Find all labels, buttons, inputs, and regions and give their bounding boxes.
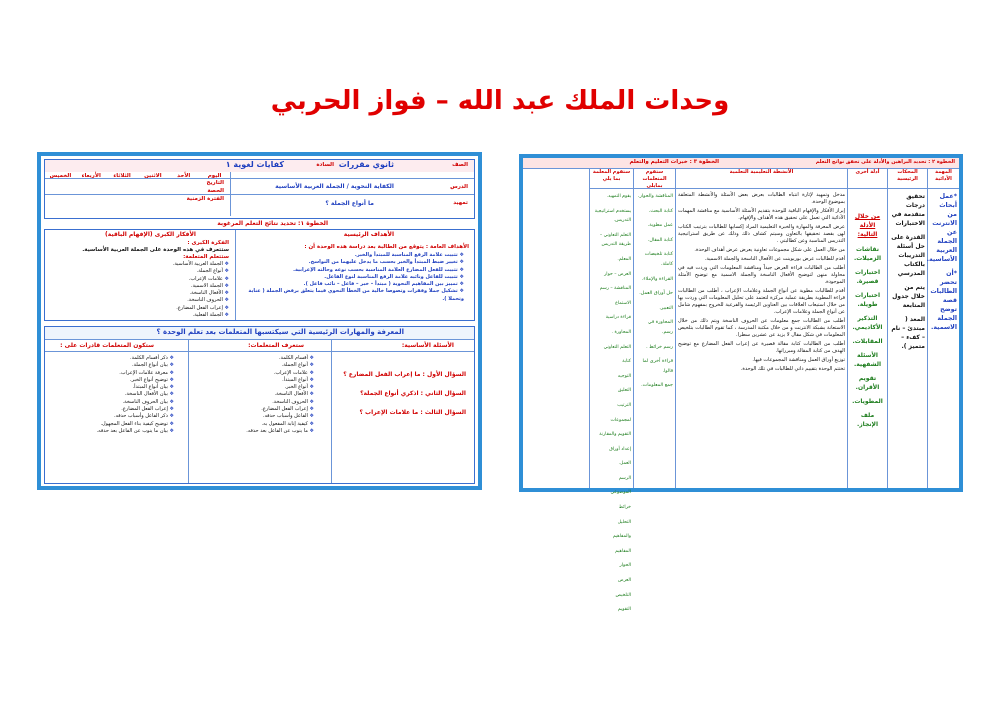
know-item: ❖ أقسام الكلمة. (204, 355, 314, 362)
column-entry: ملف الإنجاز. (856, 412, 879, 428)
column-body (850, 192, 885, 486)
goal-item: ❖ تشكيل جملا وفقرات وتصوصا خالية من الخطأ النحوي فيما يتعلق برفض الجملة ( عناية وتحملا ). (236, 288, 464, 303)
column-header: الأنشطة التعليمية التعلمية (729, 169, 794, 175)
column-entry: أقدم للطالبات عرض بوربوينت عن الأفعال الناسخة والجملة الاسمية. (704, 256, 845, 262)
column-entry: الرسم (618, 475, 631, 481)
column-entry: المناقشة والحوار. (637, 194, 673, 199)
able-list (54, 355, 174, 435)
able-item: ❖ توضيح أنواع الخبر. (54, 377, 174, 384)
know-item: ❖ كيفية إنابة المفعول به. (204, 421, 314, 428)
goal-item: ❖ تمييز بين المفاهيم النحوية ( مبتدأ – خبر – فاعل – نائب فاعل ). (236, 281, 464, 288)
column-entry: إبراز الأفكار والإفهام الباقية للوحدة بتقديم الأسئلة الأساسية مع مناقشة المهمات الأدائية التي تعمل على تحقيق هذه الأهداف والإفهام. (678, 208, 845, 221)
big-ideas-heading: الأفكار الكبرى (الإفهام الباقية) (105, 231, 196, 238)
able-item: ❖ بيان أنواع المبتدأ. (54, 384, 174, 391)
question-item: السؤال الثاني : اذكري أنواع الجملة؟ (360, 390, 466, 397)
column-entry: المحاورة في رسم. (647, 320, 673, 335)
row-date-label: التاريخ (206, 180, 224, 186)
know-item: ❖ إعراب الفعل المضارع. (204, 406, 314, 413)
column-entry: خرائط (618, 505, 631, 511)
know-item: ❖ ما ينوب عن الفاعل بعد حذفه. (204, 428, 314, 435)
big-idea-item: ❖ إعراب الفعل المضارع. (109, 305, 229, 312)
able-item: ❖ ذكر أقسام الكلمة. (54, 355, 174, 362)
big-idea-item: ❖ الحروف الناسخة. (109, 297, 229, 304)
column-header: المحكات الرئيسية (897, 169, 918, 182)
course-label: السادة (316, 162, 334, 168)
column-entry: اختبارات قصيرة. (854, 269, 881, 285)
column-entry: المطويات. (852, 398, 883, 405)
know-item: ❖ الفاعل وأسباب حذفه. (204, 413, 314, 420)
column-entry: يتم من خلال جدول المتابعة (892, 284, 925, 309)
able-item: ❖ إعراب الفعل المضارع. (54, 406, 174, 413)
column-entry: التقويم (617, 607, 631, 613)
day-cell: الأحد (177, 173, 191, 179)
column-entry: *أن تحضر الطالبات قصة توضح الجملة الاسمية. (930, 270, 957, 331)
know-item: ❖ علامات الإعراب. (204, 370, 314, 377)
knowledge-block (44, 326, 475, 484)
know-list (204, 355, 314, 435)
right-columns (523, 168, 959, 613)
column-entry: يستخدم استراتيجية التدريس. (594, 208, 631, 224)
lesson-value: الكفاية النحوية / الجملة العربية الأساسية (275, 183, 394, 190)
column-entry: والمفاهيم (612, 534, 631, 540)
column-body (592, 192, 631, 613)
column-entry: كتابة (622, 359, 631, 365)
column-entry: مدخل وتمهيد لإثارة انتباه الطالبات بعرض بعض الأسئلة والأنشطة المتعلقة بموضوع الوحدة. (678, 192, 845, 205)
goal-item: ❖ تثبيت علامة الرفع المناسبة للمبتدأ والخبر. (236, 252, 464, 259)
column-entry: لمجموعات (610, 417, 631, 423)
day-cell: الخميس (49, 173, 72, 179)
column-entry: الأسئلة الشفهية. (853, 352, 882, 368)
column-2 (847, 168, 887, 488)
column-1 (887, 168, 927, 488)
column-entry: التعبير. (659, 305, 673, 311)
learned-label: ستتعلم المتعلمة: (183, 254, 229, 260)
col-know-title: ستعرف المتعلمات: (248, 342, 304, 349)
row-period-label: الحصة (207, 188, 224, 194)
page-title: وحدات الملك عبد الله – فواز الحربي (270, 86, 730, 116)
big-idea-item: ❖ علامات الإعراب. (109, 276, 229, 283)
day-cell: الثلاثاء (113, 173, 131, 179)
column-entry: إعداد أوراق (609, 446, 631, 452)
column-3 (675, 168, 847, 488)
step2-title: الخطوة ٢ : تحديد البراهين والأدلة على تحقق نواتج التعلم (815, 159, 955, 165)
column-4 (633, 168, 675, 488)
big-idea-item: ❖ الجملة الفعلية. (109, 312, 229, 319)
column-entry: التعلم التعاوني – طريقة التدريس (599, 232, 631, 248)
column-entry: التلخيص (615, 592, 631, 598)
right-sheet (519, 154, 963, 613)
intro-label: تمهيد (453, 200, 468, 206)
column-entry: المفاهيم (615, 548, 631, 554)
column-entry: العرض (618, 578, 631, 584)
column-entry: أقدم للطالبات مطوية عن أنواع الجملة وعلامات الإعراب ، أطلب من الطالبات قراءة المطوية بطريقة عملية مركزة لتعتمد على تحليل المعلومات التي وردت بها من خلال استيعاب العلاقات بين العناوين الرئيسة والفرعية للخروج بمفهوم شامل عن أنواع الجملة وعلامات الإعراب. (678, 288, 845, 315)
able-item: ❖ معرفة علامات الإعراب. (54, 370, 174, 377)
column-entry: كتابة المقال. (647, 237, 673, 243)
big-idea-text: ستتعرف في هذه الوحدة على الجملة العربية الأساسية. (82, 247, 229, 253)
lesson-label: الدرس (450, 184, 468, 190)
big-idea-item: ❖ الأفعال الناسخة. (109, 290, 229, 297)
know-item: ❖ الأفعال الناسخة. (204, 391, 314, 398)
column-entry: يقوم التمهيد. (606, 194, 631, 199)
big-idea-item: ❖ الجملة العربية الأساسية. (109, 261, 229, 268)
big-idea-item: ❖ أنواع الجملة. (109, 268, 229, 275)
able-item: ❖ بيان الأفعال الناسخة. (54, 391, 174, 398)
column-entry: توزيع أوراق العمل ومناقشة المجموعات فيها. (752, 357, 845, 363)
know-item: ❖ الحروف الناسخة. (204, 399, 314, 406)
column-header: ستقوم المتعلمات بمايلي (642, 169, 667, 189)
column-entry: الموضوعي (610, 490, 631, 496)
col-questions-title: الأسئلة الأساسية: (401, 342, 454, 349)
col-able-title: ستكون المتعلمات قادرات على : (60, 342, 154, 349)
goal-item: ❖ تغيير ضبط المبتدأ والخبر بحسب ما يدخل عليهما من النواسخ. (236, 259, 464, 266)
row-time-label: الفترة الزمنية (186, 196, 224, 202)
big-idea-label: الفكرة الكبرى : (187, 240, 229, 246)
stage-label: الصف (452, 162, 468, 168)
column-header: المهمة الأدائية (935, 169, 952, 182)
goals-list (236, 252, 464, 303)
know-item: ❖ أنواع المبتدأ. (204, 377, 314, 384)
big-idea-item: ❖ الجملة الاسمية. (109, 283, 229, 290)
column-entry: المعد ( مبتدئ – نام – كفء – متميز ). (891, 316, 925, 350)
column-entry: قراءة أخرى لما قالوا. (642, 359, 673, 374)
column-entry: رسم خرائط . (646, 344, 673, 350)
column-entry: نقاشات الزميلات. (853, 246, 882, 262)
able-item: ❖ بيان الحروف الناسخة. (54, 399, 174, 406)
goal-item: ❖ تثبيت للفعل المضارع العلامة المناسبة بحسب نوعه وحالته الإعرابية. (236, 267, 464, 274)
day-cell: الأربعاء (81, 173, 101, 179)
column-entry: التذكير الأكاديمي. (852, 315, 883, 331)
know-item: ❖ أنواع الخبر. (204, 384, 314, 391)
column-entry: الحوار (619, 563, 631, 569)
step1-title: الخطوة ١: تحديد نتائج التعلم المرغوبة (217, 220, 328, 227)
column-entry: أطلب من الطالبات جمع معلومات عن الحروف الناسخة ويتم ذلك من خلال الاستعانة بشبكة الانترنت و من خلال مكتبة المدرسة ، كما تقوم الطالبات بتلخيص المعلومات في شكل مقال لا يزيد عن عشرين سطرا. (678, 318, 845, 338)
column-body (926, 192, 957, 486)
column-entry: كتابة البحث. (648, 208, 673, 214)
column-entry: العرض – حوار (604, 271, 631, 277)
column-5 (589, 168, 633, 613)
goal-item: ❖ تثبيت للفاعل ونائبه علامة الرفع المناسبة لنوع الفاعل. (236, 274, 464, 281)
able-item: ❖ بيان أنواع الجملة. (54, 362, 174, 369)
column-entry: تختتم الوحدة بتقييم ذاتي للطالبات في تلك الوحدة. (740, 366, 845, 372)
column-body (636, 192, 673, 486)
column-entry: التعلم التعاوني (603, 344, 631, 350)
column-entry: التوجيه (617, 373, 631, 379)
column-entry: حل أوراق العمل. (639, 291, 673, 297)
column-entry: المناقشة – رسم (599, 286, 631, 292)
column-body (678, 192, 845, 486)
questions-list (336, 371, 466, 428)
intro-value: ما أنواع الجملة ؟ (325, 200, 374, 207)
column-entry: الترتيب (617, 402, 631, 408)
step3-title: الخطوة ٣ : خبرات التعليم والتعلم (629, 159, 719, 165)
column-body (890, 192, 925, 486)
goals-block (44, 229, 475, 321)
column-entry: القدرة على حل أسئلة التدريبات بالكتاب المدرسي (891, 234, 925, 277)
column-entry: قراءة دراسية (605, 315, 631, 321)
column-entry: *عمل أبحاث من الانترنت عن الجملة العربية الأساسية. (926, 193, 957, 263)
question-item: السؤال الأول : ما إعراب الفعل المضارع ؟ (343, 371, 466, 378)
column-entry: كتابة تلخيصات كاملة. (644, 252, 673, 267)
column-entry: المعلم. (617, 256, 631, 262)
column-entry: العمل. (618, 461, 631, 467)
column-entry: تحقيق درجات متقدمة في الاختبارات (891, 193, 925, 227)
column-entry: اختبارات طويلة. (854, 292, 881, 308)
column-entry: التحليل (617, 519, 631, 525)
main-goals-heading: الأهداف الرئيسية (343, 231, 394, 238)
other-evidence-title: من خلال الأدلة التالية: (854, 213, 881, 238)
column-entry: من خلال العمل على شكل مجموعات تعاونية يعرض عرض أهداف الوحدة. (694, 247, 845, 253)
left-sheet (37, 152, 482, 490)
header-table (44, 159, 475, 219)
know-item: ❖ أنواع الجملة. (204, 362, 314, 369)
column-header: أدلة أخرى (855, 169, 880, 175)
able-item: ❖ بيان ما ينوب عن الفاعل بعد حذفه. (54, 428, 174, 435)
column-entry: التعليق (617, 388, 631, 394)
column-entry: المقابلات. (852, 338, 883, 345)
able-item: ❖ توضيح كيفية بناء الفعل المجهول. (54, 421, 174, 428)
ideas-list (109, 261, 229, 319)
question-item: السؤال الثالث : ما علامات الإعراب ؟ (359, 409, 466, 416)
course-value: كفايات لغوية ١ (225, 160, 284, 169)
column-entry: القراءة والإملاء. (641, 276, 673, 282)
column-entry: الاستماع (615, 300, 631, 306)
column-entry: تقويم الأقران. (855, 375, 880, 391)
column-entry: أطلب من الطالبات قراءة العرض جيداً ومناقشة المعلومات التي وردت فيه في محاولة منهن لتوضيح الأفعال الناسخة والجملة الاسمية مع توضيح الأمثلة الموجودة. (678, 265, 845, 285)
knowledge-heading: المعرفة والمهارات الرئيسية التي سيكتسبها المتعلمات بعد تعلم الوحدة ؟ (156, 328, 404, 336)
column-entry: جمع المعلومات. (641, 383, 673, 389)
column-0 (927, 168, 959, 488)
column-entry: عمل مطوية. (647, 223, 673, 229)
column-entry: أطلب من الطالبات كتابة مقالة قصيرة عن إعراب الفعل المضارع مع توضيح الهدف من كتابة المقالة ومبرراتها. (678, 341, 845, 354)
day-cell: الاثنين (144, 173, 162, 179)
column-entry: عرض المعرفة والمهارة والخبرة التعليمية المراد إكسابها للطالبات بترتيب الكتاب لهن بقصد تحقيقها بالتعاون وسيتم كشاف ذلك وذلك عن طريق استراتيجية التدريس المناسبة وعن كطالبتي . (678, 224, 845, 244)
column-header: ستقوم المعلمة بما يلي (592, 169, 631, 182)
able-item: ❖ ذكر الفاعل وأسباب حذفه. (54, 413, 174, 420)
stage-value: ثانوي مقررات (338, 160, 394, 169)
column-entry: المحاورة . (611, 329, 631, 335)
day-cell: اليوم (207, 173, 222, 179)
column-entry: التقويم والمقارنة (599, 432, 631, 438)
general-goals: الأهداف العامة : يتوقع من الطالبة بعد دراسة هذه الوحدة أن : (304, 244, 469, 250)
